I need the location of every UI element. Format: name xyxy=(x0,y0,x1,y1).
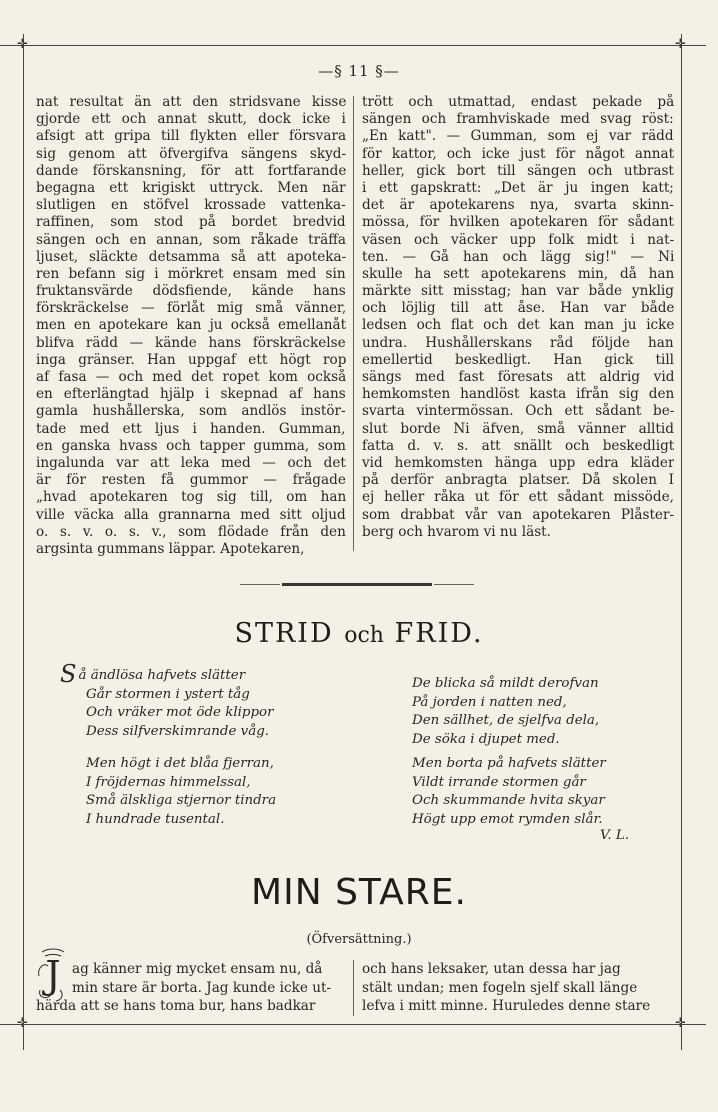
left-column-line-3: afsigt att gripa till flykten eller försvara xyxy=(36,128,346,145)
dropcap-letter-j: J xyxy=(45,953,61,997)
right-column-line-10: ten. — Gå han och lägg sig!" — Ni xyxy=(362,248,674,265)
poem-title-part-2: och xyxy=(344,623,384,648)
poem-stanza-3 xyxy=(412,675,599,749)
right-column-line-22: vid hemkomsten hänga upp edra kläder xyxy=(362,454,674,471)
poem-title-part-3: FRID. xyxy=(394,618,484,649)
stanza-3-line-4: De söka i djupet med. xyxy=(412,731,560,747)
left-column-line-22: ingalunda var att leka med — och det xyxy=(36,454,346,471)
decorated-initial-s: S xyxy=(60,660,77,688)
registration-mark-bottom-left: ✛ xyxy=(17,1016,28,1031)
stanza-3-line-1: De blicka så mildt derofvan xyxy=(412,676,599,691)
story-left-line-2: min stare är borta. Jag kunde icke ut- xyxy=(72,979,332,996)
story-left-line-3: härda att se hans toma bur, hans badkar xyxy=(36,998,316,1014)
stanza-4-line-1: Men borta på hafvets slätter xyxy=(412,756,606,771)
left-column-line-9: sängen och en annan, som råkade träffa xyxy=(36,231,346,248)
poem-stanza-1 xyxy=(60,660,274,741)
left-column-line-5: dande förskansning, för att fortfarande xyxy=(36,162,346,179)
right-column-line-17: sängs med fast föresats att aldrig vid xyxy=(362,369,674,385)
story-right-line-3: lefva i mitt minne. Huruledes denne stare xyxy=(362,998,651,1014)
story-right-line-1: och hans leksaker, utan dessa har jag xyxy=(362,961,621,977)
right-column-line-16: emellertid beskedligt. Han gick till xyxy=(362,351,674,368)
left-column-line-8: raffinen, som stod på bordet bredvid xyxy=(36,214,346,231)
stanza-1-line-3: Och vräker mot öde klippor xyxy=(86,705,274,720)
left-column-line-18: en efterlängtad hjälp i skepnad af hans xyxy=(36,386,346,403)
stanza-2-line-3: Små älskliga stjernor tindra xyxy=(86,793,277,808)
stanza-4-line-3: Och skummande hvita skyar xyxy=(412,793,605,808)
left-column-line-27: argsinta gummans läppar. Apotekaren, xyxy=(36,540,305,557)
stanza-4-line-4: Högt upp emot rymden slår. xyxy=(412,811,603,827)
story-column-right xyxy=(362,960,674,1016)
poem-stanza-4 xyxy=(412,755,606,829)
top-frame-line xyxy=(0,45,706,46)
stanza-1-line-4: Dess silfverskimrande våg. xyxy=(86,723,270,739)
story-column-separator xyxy=(353,960,354,1016)
right-column-line-23: på derför anbragta platser. Då skolen I xyxy=(362,472,674,489)
left-column-line-17: af fasa — och med det ropet kom också xyxy=(36,369,346,385)
poem-title xyxy=(0,618,718,649)
left-column-line-20: tade med ett ljus i handen. Gumman, xyxy=(36,420,346,437)
bottom-frame-line xyxy=(0,1024,706,1025)
right-column-line-3: „En katt". — Gumman, som ej var rädd xyxy=(362,128,674,145)
column-separator xyxy=(353,96,354,551)
story-right-line-2: stält undan; men fogeln sjelf skall länge xyxy=(362,979,638,996)
left-column-line-15: blifva rädd — kände hans förskräckelse xyxy=(36,334,346,351)
section-divider xyxy=(282,583,432,586)
right-column-line-12: märkte sitt misstag; han var både ynklig xyxy=(362,283,674,300)
text-column-left xyxy=(36,94,346,558)
stanza-4-line-2: Vildt irrande stormen går xyxy=(412,774,586,790)
right-column-line-9: väsen och väcker upp folk midt i nat- xyxy=(362,231,674,248)
right-column-line-5: heller, gick bort till sängen och utbrast xyxy=(362,162,674,179)
left-column-line-4: sig genom att öfvergifva sängens skyd- xyxy=(36,145,346,162)
stanza-1-line-1: å ändlösa hafvets slätter xyxy=(78,668,246,683)
right-column-line-26: berg och hvarom vi nu läst. xyxy=(362,523,551,540)
right-column-line-13: och löjlig till att åse. Han var både xyxy=(362,300,674,317)
stanza-3-line-2: På jorden i natten ned, xyxy=(412,694,567,710)
right-column-line-20: slut borde Ni äfven, små vänner alltid xyxy=(362,420,674,437)
stanza-2-line-4: I hundrade tusental. xyxy=(86,811,225,827)
left-column-line-21: en ganska hvass och tapper gumma, som xyxy=(36,437,346,454)
right-column-line-4: för kattor, och icke just för något annat xyxy=(362,145,674,162)
right-column-line-11: skulle ha sett apotekarens min, då han xyxy=(362,265,674,282)
page-number: —§ 11 §— xyxy=(318,62,400,80)
right-column-line-6: i ett gapskratt: „Det är ju ingen katt; xyxy=(362,179,674,196)
left-column-line-11: ren befann sig i mörkret ensam med sin xyxy=(36,265,346,282)
left-column-line-10: ljuset, släckte detsamma så att apoteka- xyxy=(36,248,346,265)
left-column-line-25: ville väcka alla grannarna med sitt oljud xyxy=(36,506,346,523)
right-column-line-8: mössa, för hvilken apotekaren för sådant xyxy=(362,214,674,231)
story-column-left xyxy=(36,960,346,1016)
left-column-line-24: „hvad apotekaren tog sig till, om han xyxy=(36,489,346,506)
right-column-line-24: ej heller råka ut för ett sådant missöde, xyxy=(362,489,674,506)
left-column-line-12: fruktansvärde dödsfiende, kände hans xyxy=(36,283,346,300)
right-column-line-1: trött och utmattad, endast pekade på xyxy=(362,94,674,110)
poem-stanza-2 xyxy=(86,755,276,829)
registration-mark-top-left: ✛ xyxy=(17,37,28,52)
left-column-line-1: nat resultat än att den stridsvane kisse xyxy=(36,94,346,110)
right-column-line-2: sängen och framhviskade med svag röst: xyxy=(362,111,674,128)
stanza-2-line-2: I fröjdernas himmelssal, xyxy=(86,774,251,790)
left-column-line-6: begagna ett krigiskt uttryck. Men när xyxy=(36,179,346,196)
right-column-line-25: som drabbat vår van apotekaren Plåster- xyxy=(362,506,674,523)
left-column-line-19: gamla hushållerska, som andlös instör- xyxy=(36,403,346,420)
stanza-3-line-3: Den sällhet, de sjelfva dela, xyxy=(412,713,600,728)
story-left-line-1: ag känner mig mycket ensam nu, då xyxy=(72,961,323,977)
text-column-right xyxy=(362,94,674,541)
right-column-line-19: svarta vintermössan. Och ett sådant be- xyxy=(362,403,674,420)
poem-signature: V. L. xyxy=(600,828,629,843)
story-title: MIN STARE. xyxy=(251,872,467,913)
right-column-line-18: hemkomsten handlöst kasta ifrån sig den xyxy=(362,386,674,403)
right-column-line-15: undra. Hushållerskans råd följde han xyxy=(362,334,674,351)
left-column-line-2: gjorde ett och annat skutt, dock icke i xyxy=(36,111,346,128)
registration-mark-top-right: ✛ xyxy=(675,37,686,52)
left-column-line-7: slutligen en stöfvel krossade vattenka- xyxy=(36,197,346,214)
stanza-1-line-2: Går stormen i ystert tåg xyxy=(86,686,250,702)
left-column-line-16: inga gränser. Han uppgaf ett högt rop xyxy=(36,351,346,368)
right-column-line-14: ledsen och flat och det kan man ju icke xyxy=(362,317,674,334)
left-column-line-14: men en apotekare kan ju också emellanåt xyxy=(36,317,346,334)
right-column-line-21: fatta d. v. s. att snällt och beskedligt xyxy=(362,437,674,454)
story-subtitle: (Öfversättning.) xyxy=(306,932,412,947)
right-column-line-7: det är apotekarens nya, svarta skinn- xyxy=(362,197,674,214)
stanza-2-line-1: Men högt i det blåa fjerran, xyxy=(86,756,274,771)
left-column-line-26: o. s. v. o. s. v., som flödade från den xyxy=(36,523,346,540)
left-column-line-23: är för resten få gummor — frågade xyxy=(36,472,346,489)
stanza-1-first-line xyxy=(60,660,274,688)
left-column-line-13: förskräckelse — förlåt mig små vänner, xyxy=(36,300,346,317)
registration-mark-bottom-right: ✛ xyxy=(675,1016,686,1031)
poem-title-part-1: STRID xyxy=(234,618,334,649)
